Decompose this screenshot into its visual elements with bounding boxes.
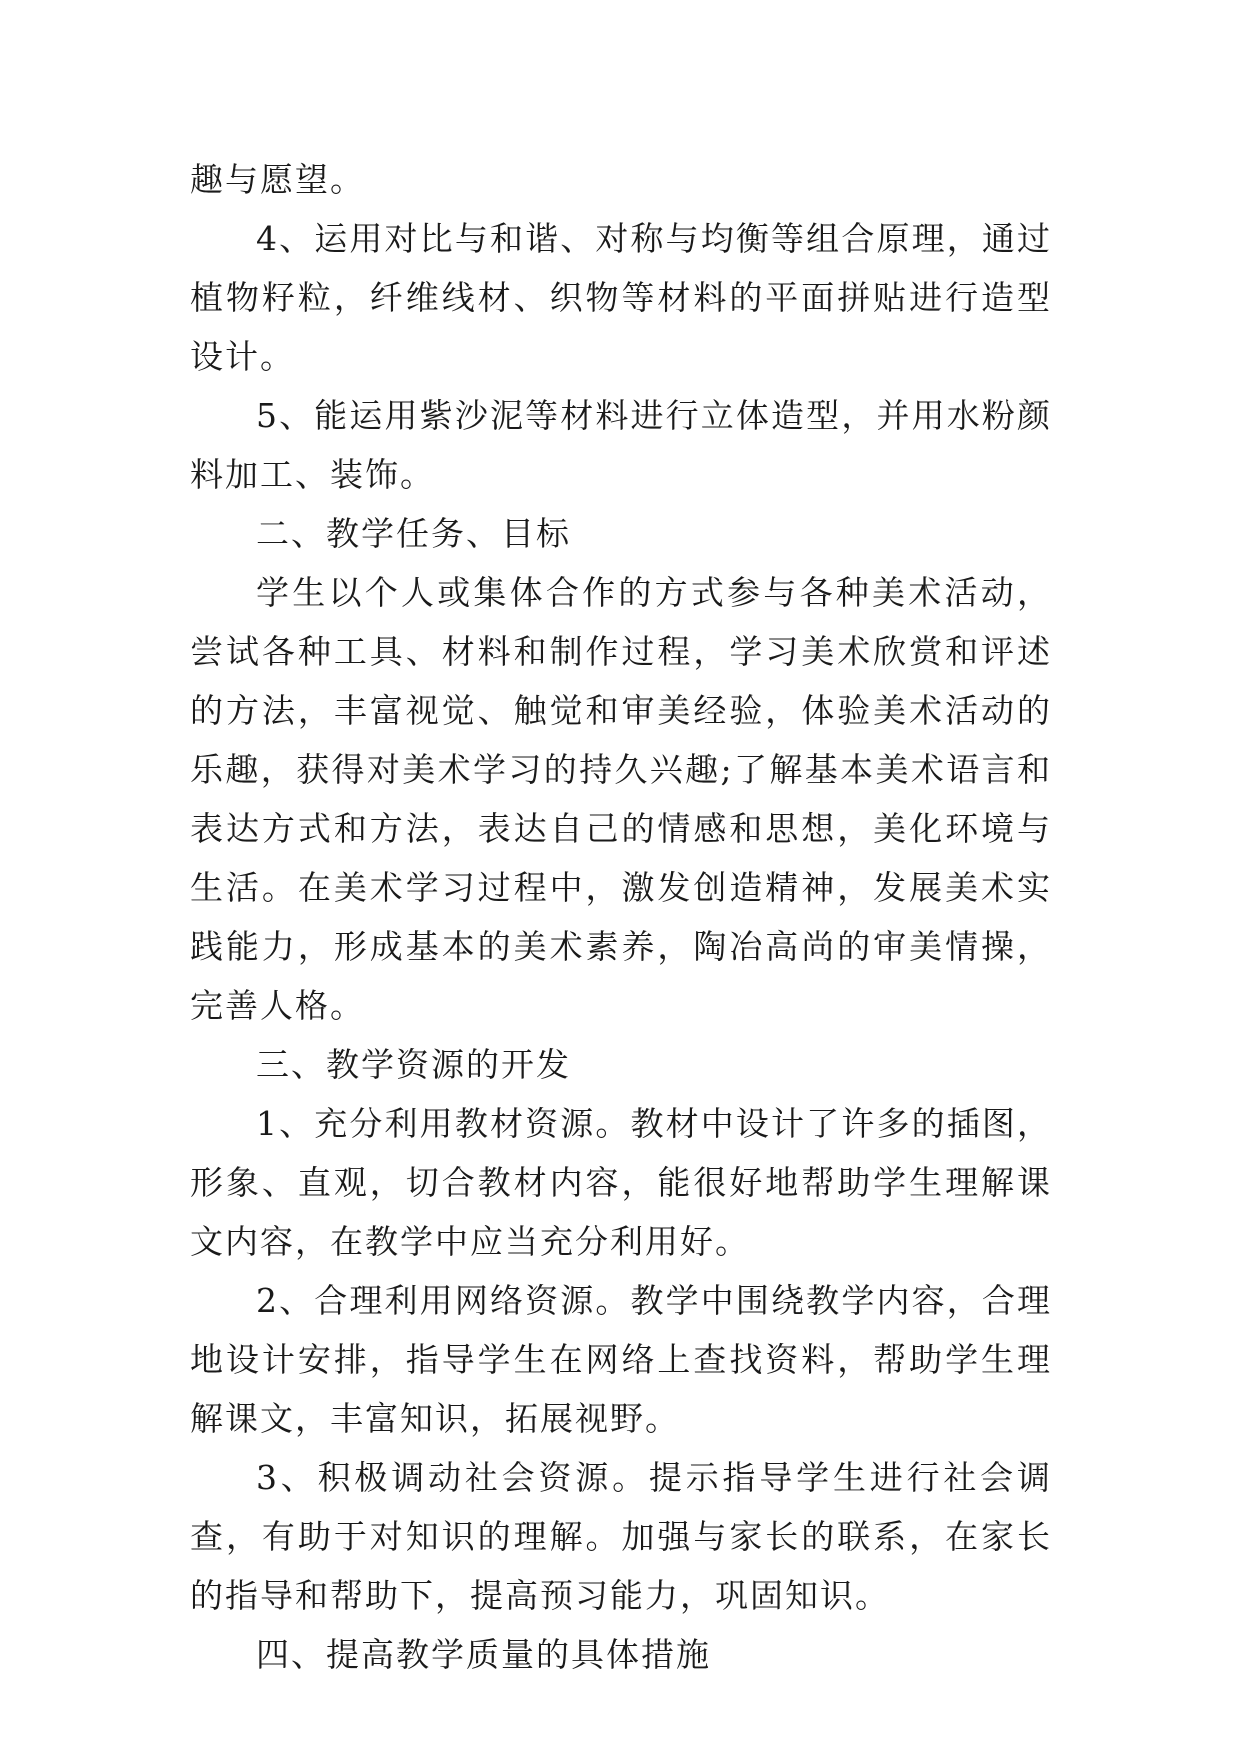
document-page	[190, 150, 1052, 1684]
paragraph-item-5: 5、能运用紫沙泥等材料进行立体造型，并用水粉颜料加工、装饰。	[190, 396, 1052, 494]
section-heading-3: 三、教学资源的开发	[256, 1045, 571, 1084]
paragraph-resource-3: 3、积极调动社会资源。提示指导学生进行社会调查，有助于对知识的理解。加强与家长的联系，在家长的指导和帮助下，提高预习能力，巩固知识。	[190, 1458, 1052, 1615]
paragraph-resource-2: 2、合理利用网络资源。教学中围绕教学内容，合理地设计安排，指导学生在网络上查找资料，帮助学生理解课文，丰富知识，拓展视野。	[190, 1281, 1052, 1438]
paragraph-goals: 学生以个人或集体合作的方式参与各种美术活动，尝试各种工具、材料和制作过程，学习美术欣赏和评述的方法，丰富视觉、触觉和审美经验，体验美术活动的乐趣，获得对美术学习的持久兴趣;了解基本美术语言和表达方式和方法，表达自己的情感和思想，美化环境与生活。在美术学习过程中，激发创造精神，发展美术实践能力，形成基本的美术素养，陶冶高尚的审美情操，完善人格。	[190, 573, 1052, 1025]
section-heading-2: 二、教学任务、目标	[256, 514, 571, 553]
paragraph-resource-1: 1、充分利用教材资源。教材中设计了许多的插图，形象、直观，切合教材内容，能很好地帮助学生理解课文内容，在教学中应当充分利用好。	[190, 1104, 1052, 1261]
paragraph-item-4: 4、运用对比与和谐、对称与均衡等组合原理，通过植物籽粒，纤维线材、织物等材料的平面拼贴进行造型设计。	[190, 219, 1052, 376]
paragraph-continuation: 趣与愿望。	[190, 160, 365, 199]
section-heading-4: 四、提高教学质量的具体措施	[256, 1635, 711, 1674]
